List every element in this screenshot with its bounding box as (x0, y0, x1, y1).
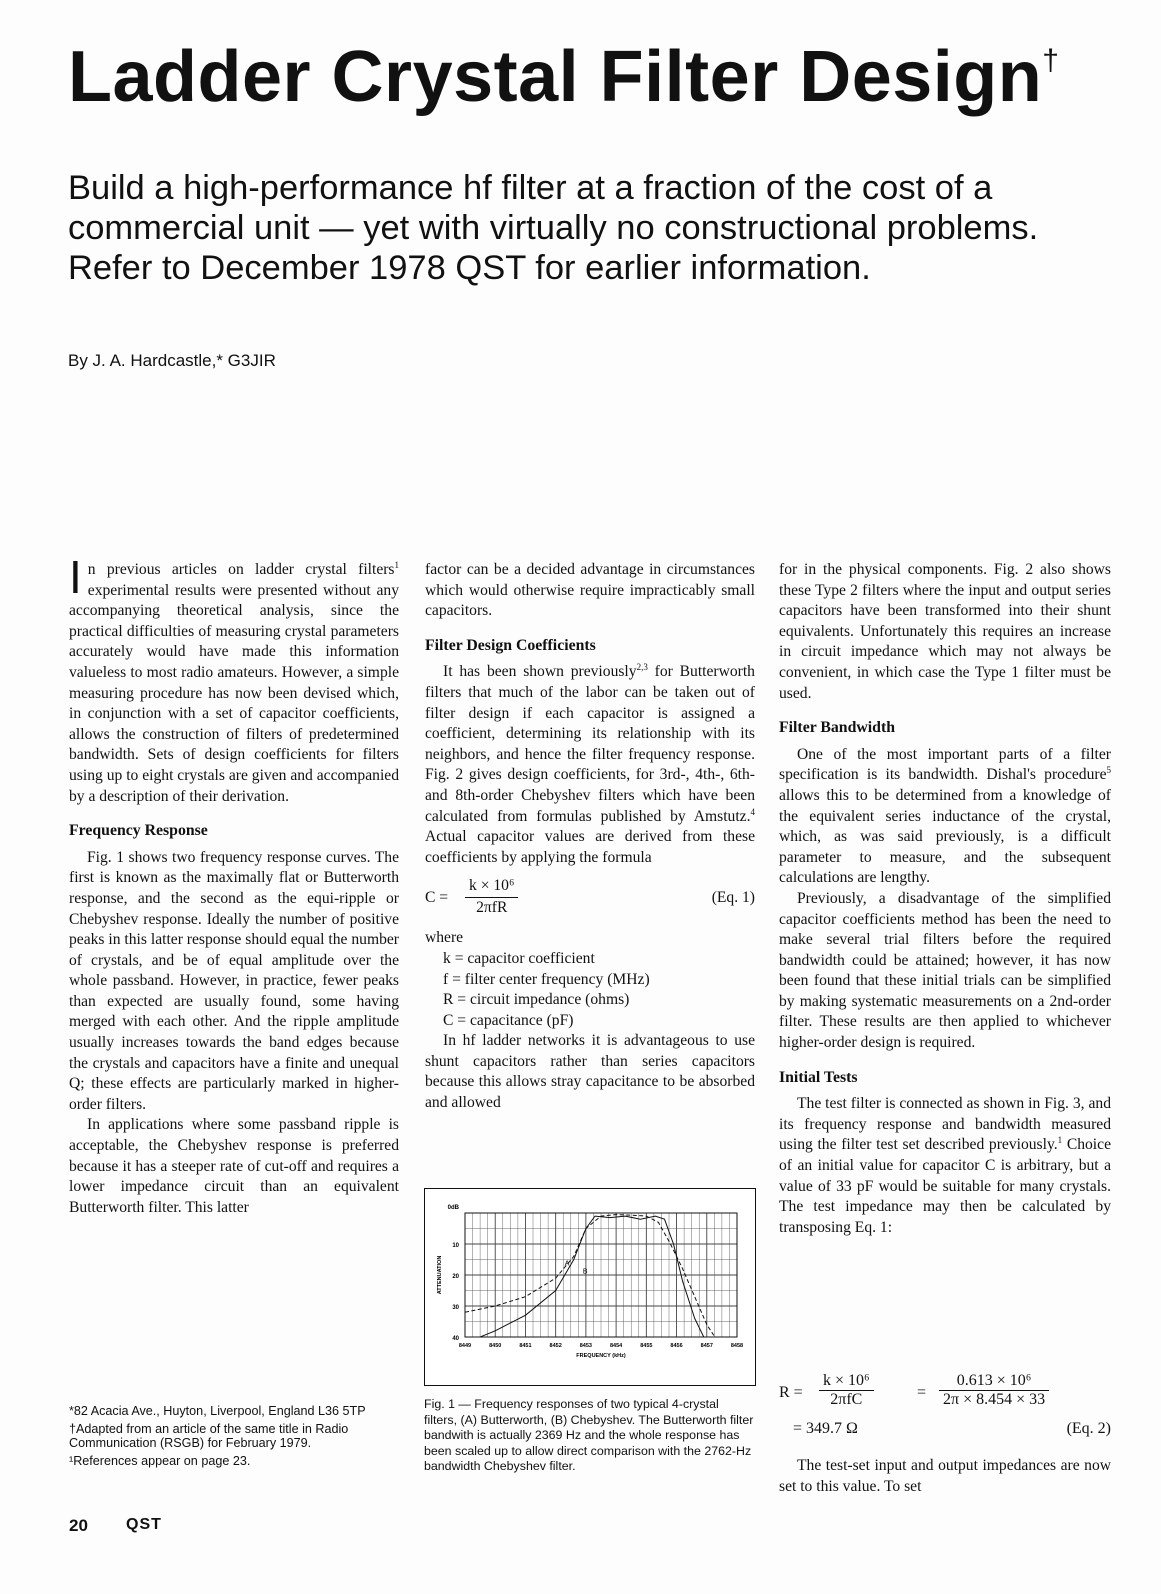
equation-2: R = k × 10⁶ 2πfC = $\frac{\text{0.613 × 10⁶}}{2\pi \times 8.454 \times 33}$ = 349.7 Ω (Eq. 2) (779, 1372, 1111, 1437)
variable-definitions (443, 949, 755, 1031)
paragraph: for in the physical components. Fig. 2 also shows these Type 2 filters where the input and output series capacitors have been transformed into their shunt equivalents. Unfortunately this requires an increase in circuit impedance which may not always be convenient, in which case the Type 1 filter must be used. (779, 561, 1111, 702)
y-axis-label: ATTENUATION (437, 1255, 443, 1295)
column-2 (425, 560, 755, 1114)
article-title: Ladder Crystal Filter Design† (68, 37, 1060, 117)
x-tick-label: 8455 (640, 1343, 653, 1349)
x-tick-label: 8451 (519, 1343, 532, 1349)
frequency-response-chart (425, 1189, 755, 1385)
figure-caption: Fig. 1 — Frequency responses of two typical 4-crystal filters, (A) Butterworth, (B) Chebyshev. The Butterworth filter bandwith is actually 2369 Hz and the whole response has been scaled up to allow direct comparison with the 2762-Hz bandwidth Chebyshev filter. (424, 1397, 754, 1474)
x-tick-label: 8450 (489, 1343, 502, 1349)
y-tick-label: 10 (452, 1243, 459, 1249)
article-subtitle: Build a high-performance hf filter at a fraction of the cost of a commercial unit — yet with virtually no constructional problems. Refer to December 1978 QST for earlier information. (68, 169, 1039, 287)
response-curve-a (465, 1215, 719, 1344)
y-tick-label: 0dB (447, 1205, 459, 1211)
x-tick-label: 8458 (730, 1343, 744, 1349)
y-tick-label: 20 (452, 1274, 459, 1280)
paragraph: factor can be a decided advantage in circumstances which would otherwise require impracticably small capacitors. (425, 561, 755, 620)
footnote-references: ¹References appear on page 23. (69, 1453, 251, 1468)
title-footnote-mark: † (1042, 44, 1060, 77)
intro-paragraph: In previous articles on ladder crystal filters$^1$ experimental results were presented without any accompanying theoretical analysis, since the practical difficulties of measuring crystal parameters accurately would have made this information valueless to most radio amateurs. However, a simple measuring procedure has now been devised which, in conjunction with a set of capacitor coefficients, allows the construction of filters of predetermined bandwidth. Sets of design coefficients for filters using up to eight crystals are given and accompanied by a description of their derivation. (69, 551, 399, 805)
footnotes (69, 1404, 399, 1471)
equation-label: (Eq. 1) (711, 889, 755, 907)
footnote-address: *82 Acacia Ave., Huyton, Liverpool, England L36 5TP (69, 1404, 366, 1418)
definition-item: C = capacitance (pF) (443, 1011, 574, 1029)
column-3 (779, 560, 1111, 1238)
drop-cap: I (69, 551, 82, 603)
x-axis-label: FREQUENCY (kHz) (576, 1353, 626, 1359)
x-tick-label: 8449 (458, 1343, 472, 1349)
column-1 (69, 551, 399, 1218)
x-tick-label: 8452 (549, 1343, 562, 1349)
curve-label-b: B (582, 1268, 588, 1276)
paragraph: The test filter is connected as shown in Fig. 3, and its frequency response and bandwidth measured using the filter test set described previously.$^1$ Choice of an initial value for capacitor C is arbitrary, but a value of 33 pF would be suitable for many crystals. The test impedance may then be calculated by transposing Eq. 1: (779, 1095, 1111, 1236)
column-3-continued (779, 1456, 1111, 1497)
page-number: 20 (69, 1516, 88, 1535)
where-label: where (425, 929, 464, 947)
curve-label-a: A (564, 1260, 570, 1268)
paragraph: Fig. 1 shows two frequency response curves. The first is known as the maximally flat or Butterworth response, and the second as the equi-ripple or Chebyshev response. Ideally the number of positive peaks in this latter response should equal the number of crystals, and be of equal amplitude over the whole passband. However, in practice, fewer peaks than expected are usually found, some having merged with each other. And the ripple amplitude usually increases towards the band edges because the crystals and capacitors have a finite and unequal Q; these effects are particularly marked in higher-order filters. (69, 848, 399, 1113)
section-heading-filter-bandwidth: Filter Bandwidth (779, 719, 896, 737)
section-heading-filter-design-coefficients: Filter Design Coefficients (425, 636, 596, 654)
definition-item: k = capacitor coefficient (443, 949, 595, 967)
byline: By J. A. Hardcastle,* G3JIR (68, 351, 276, 370)
paragraph: Previously, a disadvantage of the simplified capacitor coefficients method has been the need to make several trial filters before the required bandwidth could be attained; however, it has now been found that these initial trials can be simplified by making systematic measurements on a 2nd-order filter. These results are then applied to whichever higher-order design is required. (779, 889, 1111, 1052)
x-tick-label: 8453 (579, 1343, 593, 1349)
paragraph: In applications where some passband ripple is acceptable, the Chebyshev response is preferred because it has a steeper rate of cut-off and requires a lower impedance circuit than an equivalent Butterworth filter. This latter (69, 1116, 399, 1216)
x-tick-label: 8456 (670, 1343, 683, 1349)
figure-1-chart (424, 1188, 756, 1386)
x-tick-label: 8457 (700, 1343, 713, 1349)
paragraph: One of the most important parts of a filter specification is its bandwidth. Dishal's procedure$^5$ allows this to be determined from a knowledge of the equivalent series inductance of the crystal, which, as was said previously, is a difficult parameter to measure, and the subsequent calculations are lengthy. (779, 745, 1111, 887)
y-tick-label: 30 (452, 1305, 459, 1311)
section-heading-initial-tests: Initial Tests (779, 1068, 858, 1086)
definition-item: R = circuit impedance (ohms) (443, 991, 630, 1009)
paragraph: The test-set input and output impedances are now set to this value. To set (779, 1457, 1111, 1495)
x-tick-label: 8454 (609, 1343, 623, 1349)
definition-item: f = filter center frequency (MHz) (443, 970, 650, 988)
section-heading-frequency-response: Frequency Response (69, 822, 208, 840)
equation-1: C = k × 10⁶ 2πfR (Eq. 1) (425, 877, 755, 916)
paragraph: It has been shown previously$^{2,3}$ for Butterworth filters that much of the labor can be taken out of filter design if each capacitor is assigned a coefficient, determining its relationship with its neighbors, and hence the filter frequency response. Fig. 2 gives design coefficients, for 3rd-, 4th-, 6th- and 8th-order Chebyshev filters which have been calculated from formulas published by Amstutz.$^4$ Actual capacitor values are derived from these coefficients by applying the formula (425, 662, 755, 866)
equation-label: (Eq. 2) (1066, 1420, 1111, 1437)
paragraph: In hf ladder networks it is advantageous to use shunt capacitors rather than series capacitors because this allows stray capacitance to be absorbed and allowed (425, 1032, 755, 1112)
publication-logo: QST (126, 1516, 162, 1533)
y-tick-label: 40 (452, 1336, 459, 1342)
footnote-adapted: †Adapted from an article of the same title in Radio Communication (RSGB) for February 1979. (69, 1421, 349, 1451)
